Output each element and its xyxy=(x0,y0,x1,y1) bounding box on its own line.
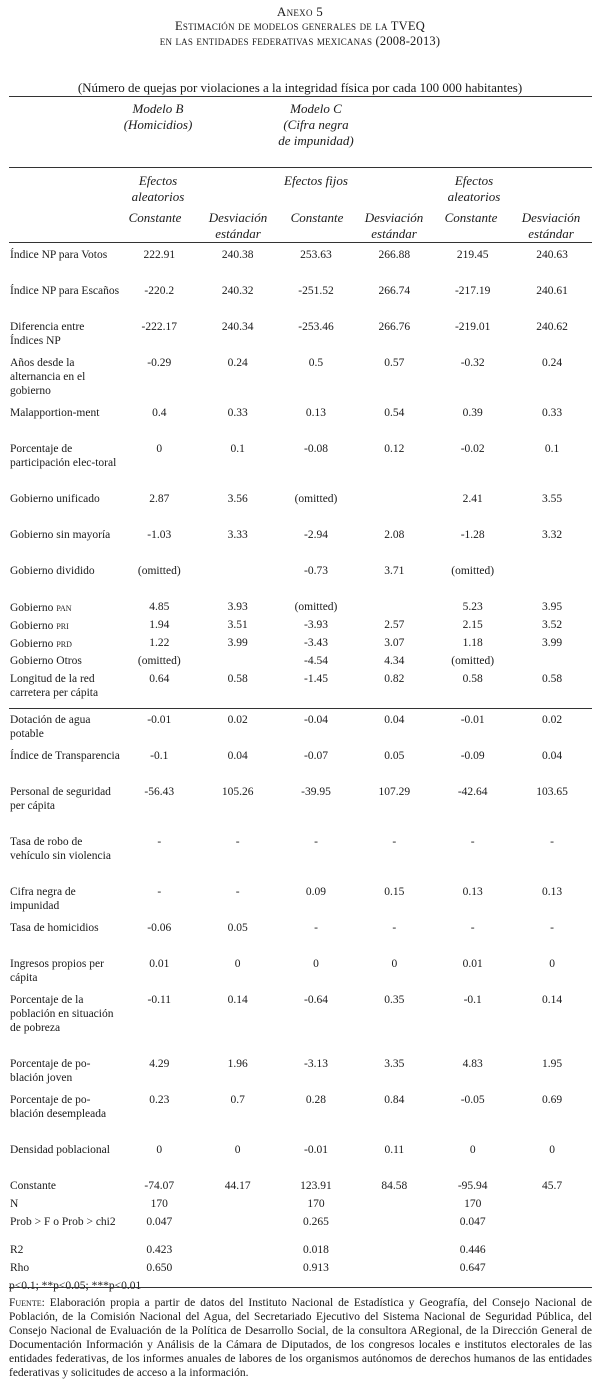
cell-value: 0.265 xyxy=(303,1216,329,1228)
cell-value: 4.29 xyxy=(149,1058,170,1070)
cell-value: 253.63 xyxy=(300,249,332,261)
cell-value: -3.93 xyxy=(304,619,328,631)
cell-value: 0.58 xyxy=(227,673,248,685)
cell-value: 0.64 xyxy=(149,673,170,685)
cell-value: 3.35 xyxy=(384,1058,405,1070)
table-row xyxy=(9,618,592,636)
cell-value: -253.46 xyxy=(298,321,334,333)
cell-value: - xyxy=(235,886,240,898)
cell-value: (omitted) xyxy=(294,601,338,613)
table-row xyxy=(9,672,592,709)
row-label: Porcentaje de po-blación joven xyxy=(10,1058,91,1084)
cell-value: 240.63 xyxy=(536,249,568,261)
cell-value: 0.04 xyxy=(227,750,248,762)
cell-value: 0.14 xyxy=(227,994,248,1006)
cell-value: -0.64 xyxy=(304,994,328,1006)
cell-value xyxy=(512,1215,592,1243)
cell-value: 0.28 xyxy=(305,1094,327,1106)
cell-value: 0.650 xyxy=(146,1262,173,1274)
table-row xyxy=(9,1215,592,1243)
table-row xyxy=(9,1093,592,1143)
cell-value: -0.1 xyxy=(150,750,169,762)
cell-value: -251.52 xyxy=(298,285,334,297)
row-label: Gobierno pan xyxy=(10,600,72,614)
cell-value: -0.01 xyxy=(433,709,512,750)
cell-value: - xyxy=(235,836,240,848)
model-b-header: Modelo B (Homicidios) xyxy=(123,101,193,132)
cell-value: -0.09 xyxy=(460,750,485,762)
cell-value xyxy=(512,1197,592,1215)
cell-value: 3.52 xyxy=(542,619,563,631)
col-sd-1: Desviación estándar xyxy=(208,210,268,241)
table-row xyxy=(9,1057,592,1093)
cell-value: 0.24 xyxy=(542,357,563,369)
row-label: Gobierno prd xyxy=(10,636,72,650)
cell-value: -0.02 xyxy=(460,443,485,455)
cell-value: 0.24 xyxy=(227,357,248,369)
row-label: Gobierno dividido xyxy=(10,565,95,577)
cell-value: -219.01 xyxy=(454,321,491,333)
cell-value xyxy=(512,1261,592,1279)
cell-value: (omitted) xyxy=(137,565,181,577)
title-block xyxy=(0,4,600,49)
cell-value: 0.35 xyxy=(384,994,405,1006)
row-label: Constante xyxy=(10,1180,56,1192)
cell-value: 0.047 xyxy=(146,1216,173,1228)
cell-value xyxy=(512,1243,592,1261)
cell-value: 0.5 xyxy=(308,357,324,369)
cell-value: 105.26 xyxy=(221,786,254,798)
cell-value: 2.87 xyxy=(149,493,170,505)
cell-value xyxy=(199,1243,277,1261)
row-label: Longitud de la red carretera per cápita xyxy=(10,673,99,699)
cell-value: 3.07 xyxy=(384,637,405,649)
row-label: Gobierno sin mayoría xyxy=(10,529,111,541)
cell-value: 222.91 xyxy=(143,249,176,261)
cell-value: - xyxy=(470,836,475,848)
table-row xyxy=(9,406,592,442)
cell-value: 0.33 xyxy=(542,407,563,419)
cell-value: 240.61 xyxy=(536,285,568,297)
cell-value: - xyxy=(550,836,554,848)
row-label: Tasa de robo de vehículo sin violencia xyxy=(10,836,111,862)
table-row xyxy=(9,564,592,600)
cell-value: 0 xyxy=(156,1144,163,1156)
cell-value: -2.94 xyxy=(304,529,328,541)
cell-value: 0.12 xyxy=(384,443,405,455)
row-label: Malapportion-ment xyxy=(10,407,100,419)
row-label: Diferencia entre Índices NP xyxy=(10,321,85,347)
cell-value: 4.34 xyxy=(384,655,405,667)
cell-value: 1.96 xyxy=(227,1058,248,1070)
source-label: Fuente: xyxy=(9,1297,45,1309)
cell-value: (omitted) xyxy=(294,493,338,505)
title-line-2: en las entidades federativas mexicanas (2008-2013) xyxy=(159,34,441,48)
row-label: Ingresos propios per cápita xyxy=(10,958,104,984)
cell-value: 0.647 xyxy=(459,1262,486,1274)
cell-value: -0.04 xyxy=(277,709,356,750)
cell-value: 170 xyxy=(150,1198,168,1210)
effects-random-header-1: Efectos aleatorios xyxy=(131,173,185,204)
cell-value: -3.43 xyxy=(304,637,328,649)
cell-value xyxy=(355,492,433,528)
cell-value: 5.23 xyxy=(462,601,483,613)
row-label: Gobierno pri xyxy=(10,618,69,632)
cell-value: -0.07 xyxy=(304,750,328,762)
cell-value: 2.15 xyxy=(462,619,483,631)
cell-value: 0.13 xyxy=(305,407,327,419)
cell-value: (omitted) xyxy=(137,655,181,667)
cell-value: 44.17 xyxy=(224,1180,251,1192)
cell-value: 219.45 xyxy=(456,249,489,261)
cell-value: 0.15 xyxy=(384,886,405,898)
cell-value xyxy=(199,1197,277,1215)
table-row xyxy=(9,1243,592,1261)
row-label: Dotación de agua potable xyxy=(9,709,120,750)
model-rule xyxy=(9,167,592,168)
cell-value: - xyxy=(314,836,318,848)
cell-value xyxy=(355,1261,433,1279)
cell-value: -220.2 xyxy=(144,285,175,297)
cell-value: 3.93 xyxy=(227,601,248,613)
cell-value: -39.95 xyxy=(301,786,331,798)
row-label: Prob > F o Prob > chi2 xyxy=(10,1216,116,1228)
cell-value: 0.02 xyxy=(512,709,592,750)
table-row xyxy=(9,528,592,564)
cell-value: 0.05 xyxy=(384,750,405,762)
bottom-rule xyxy=(9,1287,592,1288)
cell-value xyxy=(355,1215,433,1243)
cell-value: 170 xyxy=(464,1198,482,1210)
table-row xyxy=(9,835,592,885)
cell-value: -0.1 xyxy=(463,994,482,1006)
col-sd-3: Desviación estándar xyxy=(521,210,581,241)
table-row xyxy=(9,1197,592,1215)
table-row xyxy=(9,1179,592,1197)
cell-value: 0.54 xyxy=(384,407,405,419)
cell-value: 0.01 xyxy=(462,958,483,970)
cell-value: -0.73 xyxy=(304,565,328,577)
row-label: Índice NP para Votos xyxy=(10,249,108,261)
cell-value: (omitted) xyxy=(451,655,495,667)
cell-value: 0.23 xyxy=(149,1094,170,1106)
cell-value: 0.69 xyxy=(542,1094,563,1106)
table-row xyxy=(9,749,592,785)
col-constant-3: Constante xyxy=(444,210,498,225)
effects-fixed-header: Efectos fijos xyxy=(284,173,348,188)
cell-value: 0.33 xyxy=(227,407,248,419)
cell-value: 0 xyxy=(549,958,555,970)
cell-value: 240.34 xyxy=(221,321,254,333)
table-row xyxy=(9,654,592,672)
row-label: Índice de Transparencia xyxy=(10,750,120,762)
cell-value: 0 xyxy=(313,958,319,970)
cell-value: 0.913 xyxy=(303,1262,329,1274)
cell-value: 1.94 xyxy=(149,619,170,631)
table-row xyxy=(9,492,592,528)
cell-value: - xyxy=(470,922,475,934)
cell-value: 1.95 xyxy=(542,1058,563,1070)
cell-value: 0.01 xyxy=(149,958,170,970)
cell-value: 240.62 xyxy=(536,321,568,333)
cell-value: -1.45 xyxy=(304,673,328,685)
cell-value xyxy=(512,654,592,672)
cell-value: 0 xyxy=(469,1144,476,1156)
cell-value: 0.446 xyxy=(459,1244,486,1256)
cell-value: 0.1 xyxy=(230,443,245,455)
cell-value: -217.19 xyxy=(454,285,491,297)
cell-value: 0.84 xyxy=(384,1094,405,1106)
cell-value: -1.28 xyxy=(460,529,485,541)
cell-value xyxy=(199,654,277,672)
cell-value xyxy=(355,1197,433,1215)
cell-value: - xyxy=(157,836,162,848)
cell-value: 0.7 xyxy=(230,1094,245,1106)
cell-value: 0.39 xyxy=(462,407,483,419)
col-constant-1: Constante xyxy=(128,210,182,225)
cell-value: - xyxy=(314,922,318,934)
cell-value: -0.08 xyxy=(304,443,328,455)
cell-value: 3.95 xyxy=(542,601,563,613)
cell-value: 123.91 xyxy=(300,1180,332,1192)
cell-value: 84.58 xyxy=(381,1180,408,1192)
significance-note: p<0.1; **p<0.05; ***p<0.01 xyxy=(9,1280,142,1292)
table-row xyxy=(9,885,592,921)
row-label: Porcentaje de la población en situación de pobreza xyxy=(10,994,114,1034)
cell-value: 0.047 xyxy=(459,1216,486,1228)
cell-value: 3.51 xyxy=(227,619,248,631)
cell-value: 266.88 xyxy=(378,249,411,261)
source-note xyxy=(9,1296,592,1380)
table-row xyxy=(9,785,592,835)
table-row xyxy=(9,1143,592,1179)
table-row xyxy=(9,600,592,618)
cell-value: 0 xyxy=(234,958,241,970)
cell-value: 0.11 xyxy=(384,1144,405,1156)
cell-value: -0.01 xyxy=(304,1144,328,1156)
cell-value: 0.13 xyxy=(542,886,563,898)
title-line-1: Estimación de modelos generales de la TVEQ xyxy=(175,19,425,33)
cell-value: 0.82 xyxy=(384,673,405,685)
table-row xyxy=(9,921,592,957)
table-row xyxy=(9,1261,592,1279)
cell-value: -4.54 xyxy=(304,655,328,667)
cell-value: -74.07 xyxy=(144,1180,175,1192)
row-label: Gobierno unificado xyxy=(10,493,100,505)
cell-value: 3.56 xyxy=(227,493,248,505)
cell-value: -0.11 xyxy=(147,994,172,1006)
table-row xyxy=(9,284,592,320)
cell-value: 240.38 xyxy=(221,249,254,261)
cell-value: 4.85 xyxy=(149,601,170,613)
table-row xyxy=(9,993,592,1057)
cell-value: 0.04 xyxy=(542,750,563,762)
row-label: Porcentaje de participación elec-toral xyxy=(10,443,117,469)
cell-value: 2.57 xyxy=(384,619,405,631)
annex-label: Anexo 5 xyxy=(276,4,324,19)
cell-value: - xyxy=(157,886,162,898)
row-label: Porcentaje de po-blación desempleada xyxy=(10,1094,107,1120)
cell-value: - xyxy=(392,836,397,848)
cell-value: - xyxy=(392,922,397,934)
cell-value: (omitted) xyxy=(451,565,495,577)
cell-value: -0.06 xyxy=(147,922,172,934)
cell-value: 1.22 xyxy=(149,637,170,649)
significance-row xyxy=(9,1279,592,1297)
table-row xyxy=(9,709,592,750)
row-label: Índice NP para Escaños xyxy=(10,285,120,297)
col-sd-2: Desviación estándar xyxy=(364,210,424,241)
cell-value: -0.01 xyxy=(120,709,199,750)
row-label: Rho xyxy=(10,1262,30,1274)
cell-value: -3.13 xyxy=(304,1058,328,1070)
cell-value: 0 xyxy=(156,443,163,455)
cell-value: 3.55 xyxy=(542,493,563,505)
cell-value: 240.32 xyxy=(221,285,254,297)
cell-value: 3.71 xyxy=(384,565,405,577)
table-row xyxy=(9,320,592,356)
top-rule xyxy=(9,96,592,97)
cell-value: 2.41 xyxy=(462,493,483,505)
cell-value: 4.83 xyxy=(462,1058,483,1070)
row-label: R2 xyxy=(10,1244,24,1256)
cell-value: -42.64 xyxy=(457,786,488,798)
cell-value: - xyxy=(550,922,554,934)
cell-value: 0.04 xyxy=(355,709,433,750)
cell-value: 0.018 xyxy=(303,1244,329,1256)
table-row xyxy=(9,957,592,993)
cell-value: -222.17 xyxy=(141,321,178,333)
cell-value xyxy=(355,600,433,618)
cell-value: 0.423 xyxy=(146,1244,173,1256)
cell-value: 0.05 xyxy=(227,922,248,934)
row-label: Tasa de homicidios xyxy=(10,922,99,934)
row-label: N xyxy=(10,1198,19,1210)
cell-value: -0.29 xyxy=(147,357,172,369)
cell-value: -95.94 xyxy=(457,1180,488,1192)
cell-value xyxy=(199,1215,277,1243)
cell-value: 1.18 xyxy=(462,637,483,649)
cell-value: 0.1 xyxy=(544,443,560,455)
cell-value: 3.33 xyxy=(227,529,248,541)
row-label: Personal de seguridad per cápita xyxy=(10,786,111,812)
cell-value xyxy=(199,564,277,600)
cell-value xyxy=(355,1243,433,1261)
cell-value: 0 xyxy=(549,1144,555,1156)
units-note: (Número de quejas por violaciones a la integridad física por cada 100 000 habitantes) xyxy=(77,80,523,95)
cell-value: -0.05 xyxy=(460,1094,485,1106)
cell-value: -1.03 xyxy=(147,529,172,541)
cell-value xyxy=(512,564,592,600)
cell-value: 266.74 xyxy=(378,285,411,297)
table-row xyxy=(9,242,592,284)
model-c-header: Modelo C (Cifra negra de impunidad) xyxy=(278,101,354,148)
row-label: Años desde la alternancia en el gobierno xyxy=(10,357,86,397)
cell-value: 45.7 xyxy=(542,1180,563,1192)
cell-value: 0.57 xyxy=(384,357,405,369)
cell-value: 266.76 xyxy=(378,321,411,333)
col-constant-2: Constante xyxy=(290,210,344,225)
cell-value: 107.29 xyxy=(378,786,411,798)
cell-value: 2.08 xyxy=(384,529,405,541)
cell-value: 0.02 xyxy=(199,709,277,750)
cell-value: 3.99 xyxy=(542,637,563,649)
effects-random-header-2: Efectos aleatorios xyxy=(447,173,501,204)
table-row xyxy=(9,356,592,406)
cell-value: 0.58 xyxy=(462,673,483,685)
cell-value: 0.14 xyxy=(542,994,563,1006)
cell-value: 103.65 xyxy=(536,786,568,798)
cell-value: 170 xyxy=(307,1198,325,1210)
table-row xyxy=(9,442,592,492)
cell-value: 0.13 xyxy=(462,886,483,898)
row-label: Gobierno Otros xyxy=(10,655,82,667)
row-label: Cifra negra de impunidad xyxy=(10,886,76,912)
cell-value: 0.09 xyxy=(305,886,327,898)
row-label: Densidad poblacional xyxy=(10,1144,110,1156)
cell-value: 0 xyxy=(234,1144,241,1156)
table-row xyxy=(9,636,592,654)
estimates-table xyxy=(9,242,592,1297)
cell-value: 0 xyxy=(391,958,398,970)
cell-value: 3.32 xyxy=(542,529,563,541)
cell-value: -0.32 xyxy=(460,357,485,369)
cell-value: -56.43 xyxy=(144,786,175,798)
cell-value: 3.99 xyxy=(227,637,248,649)
cell-value: 0.4 xyxy=(152,407,167,419)
source-text: Elaboración propia a partir de datos del Instituto Nacional de Estadística y Geografía, del Consejo Nacional de Población, de la Comisión Nacional del Agua, del Secretariado Ejecutivo del Sistema Nacional de Seguridad Pública, del Consejo Nacional de Evaluación de la Política de Desarrollo Social, de la consultora ARegional, de la Dirección General de Documentación Información y Análisis de la Cámara de Diputados, de los congresos locales e institutos electorales de las entidades federativas, de los informes anuales de labores de los organismos autónomos de derechos humanos de las entidades federativas y solicitudes de acceso a la información. xyxy=(9,1297,593,1379)
cell-value xyxy=(199,1261,277,1279)
cell-value: 0.58 xyxy=(542,673,563,685)
